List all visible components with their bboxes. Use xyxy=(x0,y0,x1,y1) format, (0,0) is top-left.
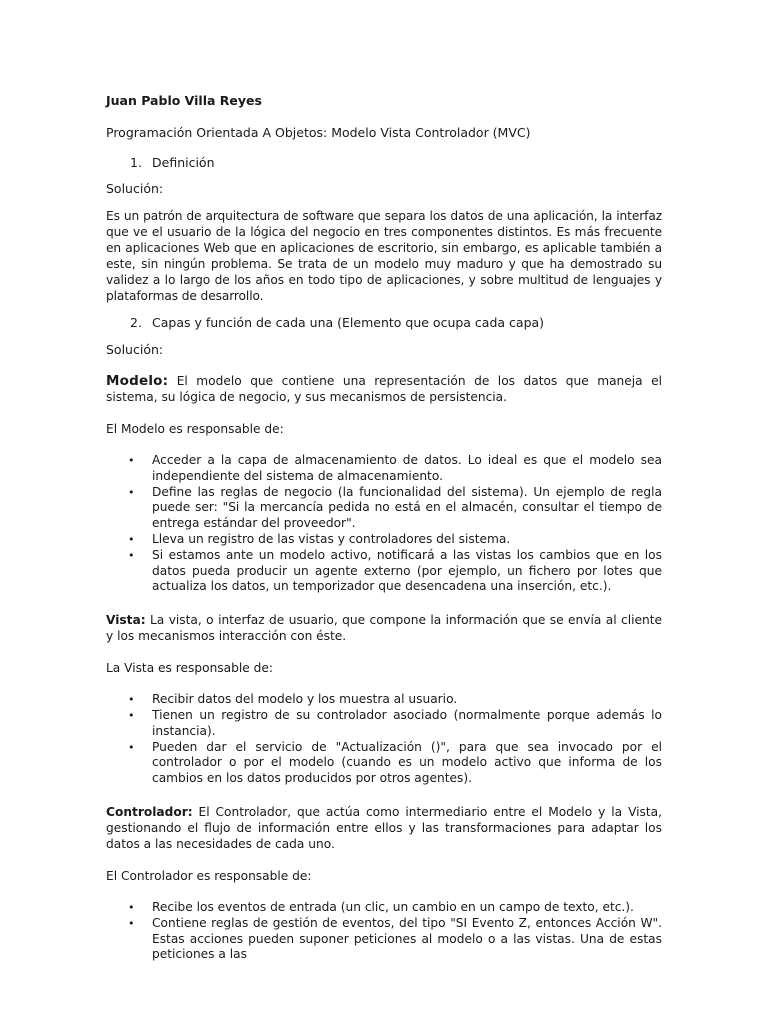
modelo-responsibilities-heading: El Modelo es responsable de: xyxy=(106,422,284,436)
bullet-icon: • xyxy=(128,454,135,467)
item-number: 2. xyxy=(130,315,142,330)
document-subtitle: Programación Orientada A Objetos: Modelo Vista Controlador (MVC) xyxy=(106,125,531,140)
bullet-icon: • xyxy=(128,485,135,499)
list-item: • Recibir datos del modelo y los muestra al usuario. xyxy=(128,692,458,707)
vista-responsibilities-list xyxy=(106,692,662,787)
list-item: • Lleva un registro de las vistas y controladores del sistema. xyxy=(128,531,511,546)
bullet-icon: • xyxy=(128,708,135,722)
numbered-item-capas xyxy=(106,315,662,330)
list-item: • Si estamos ante un modelo activo, notificará a las vistas los cambios que en los datos pueda producir un agente externo (por ejemplo, un fichero por lotes que actualiza los datos, un temporizador que desencadena una inserción, etc.). xyxy=(128,547,662,594)
item-text: Capas y función de cada una (Elemento que ocupa cada capa) xyxy=(152,315,545,330)
controlador-description: El Controlador, que actúa como intermediario entre el Modelo y la Vista, gestionando el flujo de información entre ellos y las transformaciones para adaptar los datos a las necesidades de cada uno. xyxy=(106,804,662,851)
numbered-item-definicion xyxy=(106,155,662,170)
list-item: • Acceder a la capa de almacenamiento de datos. Lo ideal es que el modelo sea independiente del sistema de almacenamiento. xyxy=(128,453,662,483)
list-item: • Define las reglas de negocio (la funcionalidad del sistema). Un ejemplo de regla puede ser: "Si la mercancía pedida no está en el almacén, consultar el tiempo de entrega estándar del proveedor". xyxy=(128,484,662,531)
bullet-icon: • xyxy=(128,532,135,546)
vista-description: La vista, o interfaz de usuario, que compone la información que se envía al cliente y los mecanismos interacción con éste. xyxy=(106,613,662,644)
bullet-icon: • xyxy=(128,740,135,754)
bullet-icon: • xyxy=(128,900,135,914)
controlador-responsibilities-list xyxy=(106,900,662,963)
controlador-paragraph xyxy=(106,804,662,852)
solution-label: Solución: xyxy=(106,181,164,196)
bullet-icon: • xyxy=(128,916,135,930)
vista-paragraph xyxy=(106,612,662,644)
author-name: Juan Pablo Villa Reyes xyxy=(106,93,262,108)
definition-paragraph: Es un patrón de arquitectura de software que separa los datos de una aplicación, la interfaz que ve el usuario de la lógica del negocio en tres componentes distintos. Es más frecuente en aplicaciones Web que en aplicaciones de escritorio, sin embargo, es aplicable también a este, sin ningún problema. Se trata de un modelo muy maduro y que ha demostrado su validez a lo largo de los años en todo tipo de aplicaciones, y sobre multitud de lenguajes y plataformas de desarrollo. xyxy=(106,209,662,303)
solution-label: Solución: xyxy=(106,342,164,357)
modelo-description: El modelo que contiene una representación de los datos que maneja el sistema, su lógica de negocio, y sus mecanismos de persistencia. xyxy=(106,374,662,404)
list-item: • Tienen un registro de su controlador asociado (normalmente porque además lo instancia). xyxy=(128,707,662,738)
modelo-term: Modelo: xyxy=(106,373,169,389)
item-number: 1. xyxy=(130,155,142,170)
modelo-responsibilities-list xyxy=(106,453,662,595)
vista-term: Vista: xyxy=(106,613,146,628)
vista-responsibilities-heading: La Vista es responsable de: xyxy=(106,661,273,676)
item-text: Definición xyxy=(152,155,215,170)
list-item: • Recibe los eventos de entrada (un clic, un cambio en un campo de texto, etc.). xyxy=(128,899,634,914)
controlador-responsibilities-heading: El Controlador es responsable de: xyxy=(106,868,312,883)
list-item: • Pueden dar el servicio de "Actualización ()", para que sea invocado por el controlador o por el modelo (cuando es un modelo activo que informa de los cambios en los datos producidos por otros agentes). xyxy=(128,739,662,786)
bullet-icon: • xyxy=(128,693,135,707)
bullet-icon: • xyxy=(128,548,135,562)
list-item: • Contiene reglas de gestión de eventos, del tipo "SI Evento Z, entonces Acción W". Estas acciones pueden suponer peticiones al modelo o a las vistas. Una de estas peticiones a las xyxy=(128,915,662,962)
modelo-paragraph xyxy=(106,373,662,405)
controlador-term: Controlador: xyxy=(106,804,193,819)
